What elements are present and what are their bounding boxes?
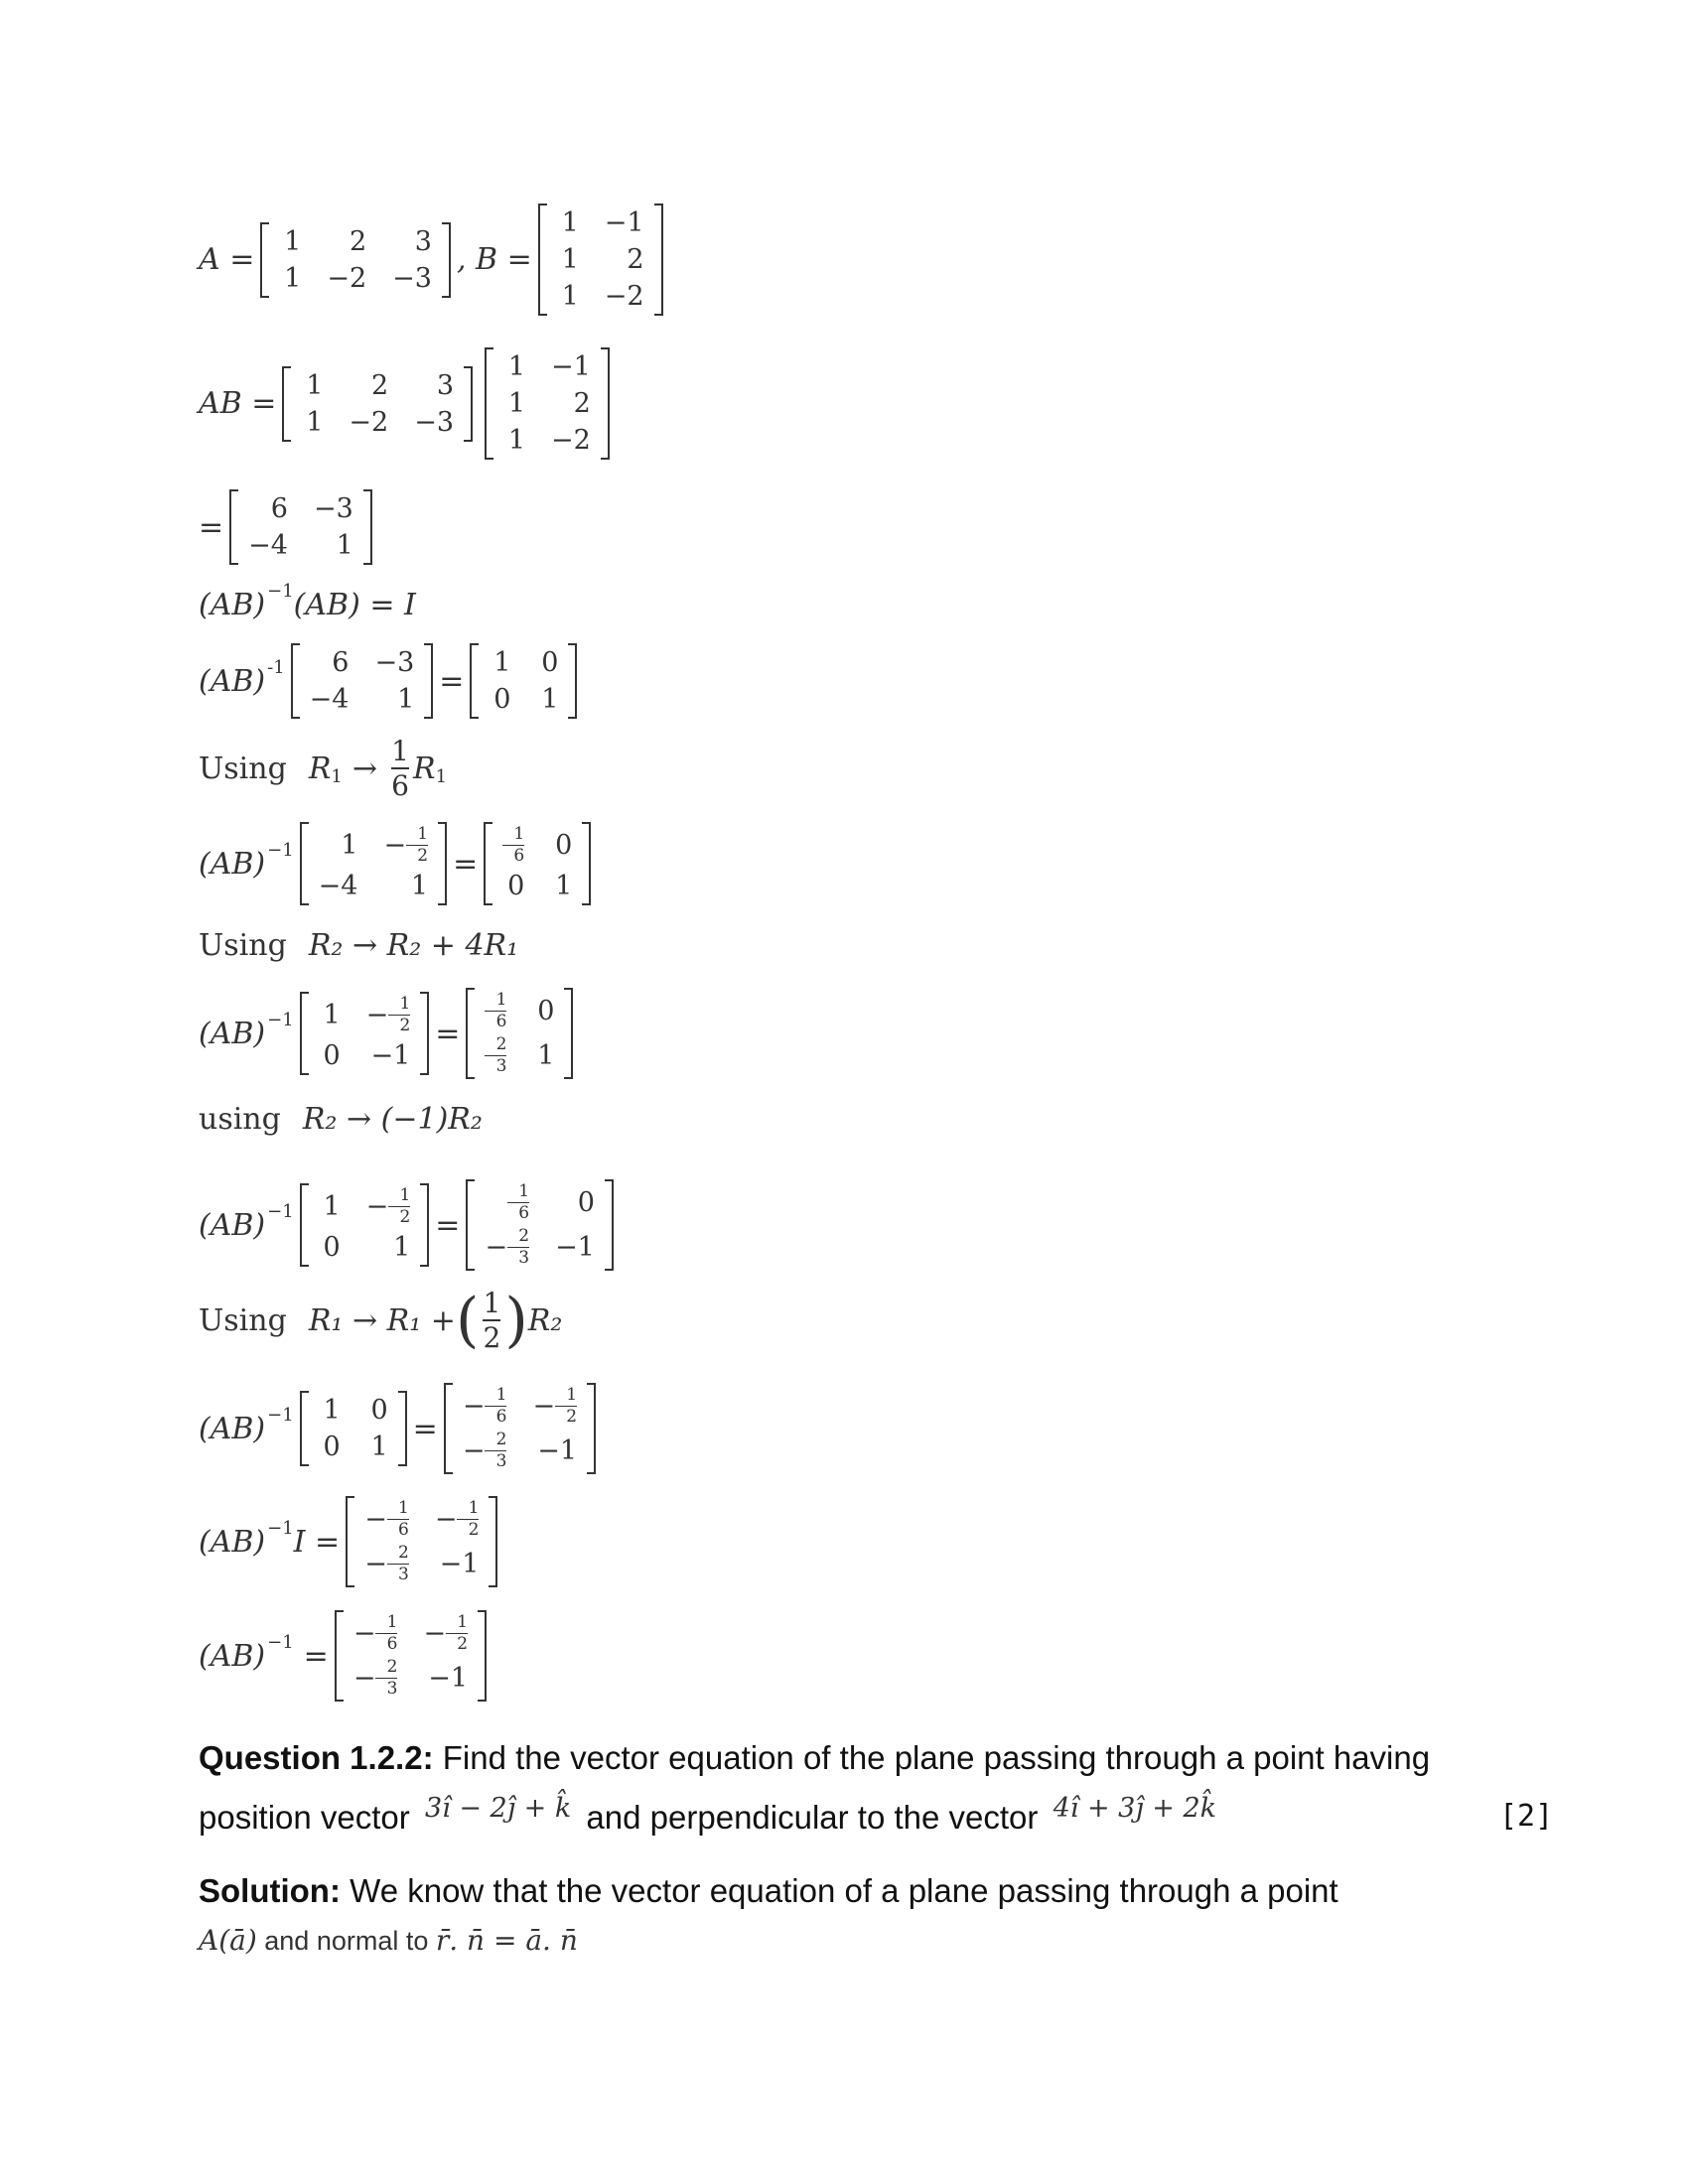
matrix-cell: 0 (323, 1040, 341, 1071)
matrix-cell: − 1 2 (423, 1612, 469, 1654)
matrix-cell: −2 (604, 281, 644, 312)
matrix-cell: − 1 2 (383, 824, 429, 866)
using-label-3: using (199, 1102, 281, 1137)
matrix-cell: −2 (349, 406, 389, 438)
matrix-cell: −4 (309, 684, 350, 715)
matrix-cell: 1 (306, 406, 324, 438)
matrix-cell: 0 (555, 830, 573, 861)
matrix-cell: −4 (318, 871, 358, 901)
matrix-cell: 1 (323, 1395, 341, 1426)
b-label: , B = (456, 242, 532, 277)
matrix-cell: 1 (541, 684, 559, 715)
step-5-row: (AB) −1 I = − 1 6 − 1 2 − 2 3 −1 (199, 1496, 503, 1587)
matrix-cell: 2 3 (485, 1036, 506, 1075)
matrix-cell: 0 (323, 1432, 341, 1462)
row-op-2 (199, 928, 518, 963)
matrix-cell: 2 (573, 388, 591, 419)
step-4-row: (AB) −1 1 0 0 1 = − 1 6 − 1 2 − 2 3 −1 (199, 1383, 602, 1474)
matrix-cell: 1 (284, 262, 302, 294)
matrix-cell: −1 (439, 1549, 480, 1579)
final-answer-row: (AB) −1 = − 1 6 − 1 2 − 2 3 −1 (199, 1610, 492, 1702)
plane-equation: r̄. n̄ = ā. n̄ (435, 1924, 578, 1957)
question-line-2 (199, 1793, 1589, 1837)
matrix-cell: 1 (323, 1191, 341, 1222)
matrix-cell: 1 (561, 244, 579, 275)
matrix-cell: 0 (577, 1187, 595, 1218)
ab-result-row (199, 489, 378, 565)
matrix-cell: 2 (349, 225, 367, 257)
equals-sign: = (199, 509, 224, 545)
question-label: Question 1.2.2: (199, 1739, 434, 1776)
matrix-cell: 1 6 (502, 826, 524, 865)
solution-text: We know that the vector equation of a plane passing through a point (340, 1872, 1338, 1909)
using-label-2: Using (199, 928, 287, 963)
matrix-cell: −3 (374, 647, 415, 678)
matrix-cell: 1 (555, 871, 573, 901)
matrix-cell: − 2 3 (462, 1430, 507, 1471)
matrix-cell: 1 (507, 388, 526, 419)
matrix-cell: 1 (284, 225, 302, 257)
question-text-1: Find the vector equation of the plane passing through a point having (433, 1739, 1431, 1776)
step-3-row: (AB) −1 1 − 1 2 0 1 = 1 6 0 − 2 3 −1 (199, 1179, 620, 1271)
matrix-cell: −1 (551, 351, 591, 382)
matrix-cell: − 2 3 (352, 1657, 398, 1699)
matrix-cell: −1 (604, 207, 644, 238)
matrix-cell: − 1 2 (365, 1185, 411, 1227)
matrix-cell: 6 (270, 493, 288, 524)
marks-badge: [2] (1499, 1799, 1554, 1834)
matrix-cell: 1 (561, 281, 579, 312)
matrix-cell: 0 (370, 1395, 388, 1426)
matrix-cell: 0 (541, 647, 559, 678)
position-vector: 3î − 2ĵ + k̂ (424, 1793, 572, 1824)
matrix-cell: −3 (392, 262, 432, 294)
matrix-cell: − 1 2 (532, 1385, 578, 1427)
solution-line-2 (199, 1920, 578, 1958)
identity-statement: (AB) −1 (AB) = I (199, 581, 416, 622)
matrix-cell: − 2 3 (485, 1226, 530, 1268)
matrix-definition-row (199, 204, 669, 316)
matrix-cell: 1 (393, 1232, 411, 1263)
inv-exponent: -1 (267, 656, 285, 678)
matrix-cell: −2 (551, 425, 591, 456)
matrix-cell: −1 (537, 1435, 578, 1466)
matrix-a-repeat (282, 366, 473, 442)
matrix-ab (229, 489, 372, 565)
op-2-expr: R₂ → R₂ + 4R₁ (308, 928, 519, 963)
matrix-cell: 2 (627, 244, 644, 275)
row-op-1: Using R 1 → 1 6 R 1 (199, 735, 448, 803)
point-a: A(ā) (199, 1924, 257, 1957)
matrix-cell: 1 (537, 1040, 555, 1071)
question-line-1 (199, 1739, 1430, 1777)
matrix-cell: 0 (323, 1232, 341, 1263)
step-1-row: (AB) −1 1 − 1 2 −4 1 = 1 6 0 0 1 (199, 822, 597, 905)
row-op-3 (199, 1102, 483, 1137)
question-text-2a: position vector (199, 1799, 419, 1836)
matrix-b-repeat (485, 347, 610, 460)
matrix-cell: − 1 6 (364, 1498, 409, 1540)
inv-label: (AB) (199, 663, 266, 699)
matrix-cell: −3 (313, 493, 353, 524)
matrix-cell: 1 (561, 207, 579, 238)
matrix-b (538, 204, 663, 316)
matrix-cell: − 1 6 (352, 1612, 398, 1654)
matrix-cell: 1 (397, 684, 415, 715)
matrix-a (260, 222, 451, 298)
matrix-cell: 1 (410, 871, 429, 901)
using-label-4: Using (199, 1302, 287, 1338)
matrix-cell: 0 (493, 684, 511, 715)
matrix-cell: −1 (555, 1232, 595, 1263)
matrix-cell: − 1 2 (365, 994, 411, 1035)
matrix-cell: − 2 3 (364, 1543, 409, 1584)
matrix-cell: 6 (332, 647, 350, 678)
matrix-cell: 0 (537, 996, 555, 1026)
step-0-row: (AB) -1 6 −3 −4 1 = 1 0 0 1 (199, 643, 583, 719)
matrix-cell: 3 (414, 225, 432, 257)
matrix-cell: 2 (371, 369, 389, 401)
matrix-cell: 1 (341, 830, 358, 861)
normal-vector: 4î + 3ĵ + 2k̂ (1053, 1793, 1217, 1824)
matrix-cell: 1 (306, 369, 324, 401)
solution-label: Solution: (199, 1872, 341, 1909)
solution-text-2: and normal to (256, 1926, 436, 1956)
matrix-cell: − 1 2 (434, 1498, 480, 1540)
ab-product-row (199, 347, 616, 460)
matrix-cell: 1 (507, 351, 526, 382)
matrix-cell: 1 6 (485, 992, 506, 1030)
a-label: A = (199, 242, 255, 277)
question-text-2b: and perpendicular to the vector (577, 1799, 1048, 1836)
matrix-cell: 1 (370, 1432, 388, 1462)
matrix-cell: −3 (414, 406, 455, 438)
matrix-cell: 3 (436, 369, 455, 401)
step-2-row: (AB) −1 1 − 1 2 0 −1 = 1 6 0 2 3 1 (199, 988, 579, 1079)
matrix-cell: −1 (370, 1040, 411, 1071)
solution-line-1 (199, 1872, 1338, 1910)
matrix-cell: 1 6 (485, 1183, 529, 1222)
matrix-cell: − 1 6 (462, 1385, 507, 1427)
matrix-cell: 0 (507, 871, 525, 901)
ab-label: AB = (199, 386, 277, 421)
matrix-cell: 1 (507, 425, 526, 456)
op-3-expr: R₂ → (−1)R₂ (302, 1102, 483, 1137)
matrix-cell: −4 (248, 530, 288, 561)
row-op-4: Using R₁ → R₁ + ( 1 2 ) R₂ (199, 1286, 563, 1356)
matrix-cell: −1 (428, 1663, 469, 1694)
matrix-cell: 1 (323, 1000, 341, 1030)
matrix-cell: 1 (493, 647, 511, 678)
using-label-1: Using (199, 751, 287, 786)
matrix-cell: −2 (327, 262, 367, 294)
matrix-cell: 1 (336, 530, 353, 561)
